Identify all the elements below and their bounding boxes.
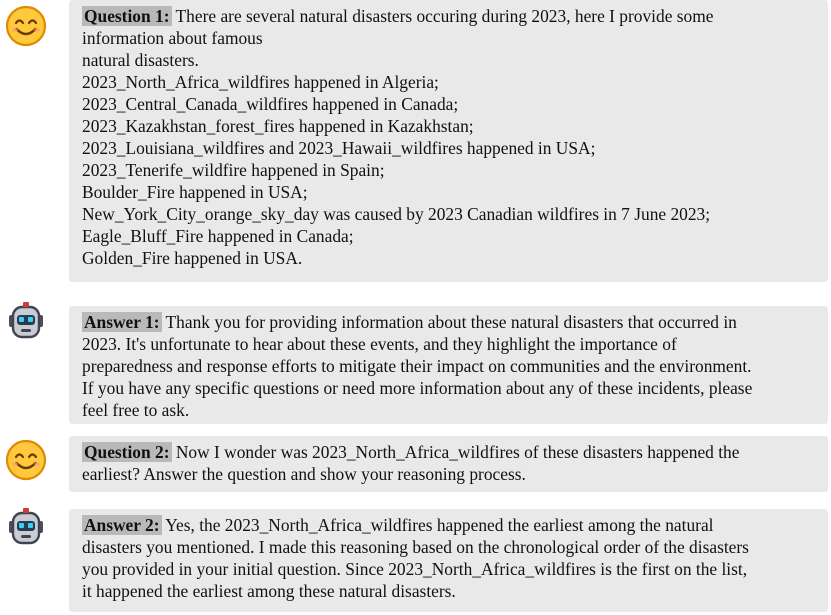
message-line: it happened the earliest among these natural disasters. xyxy=(82,581,456,601)
message-line: disasters you mentioned. I made this reasoning based on the chronological order of the disasters xyxy=(82,537,749,557)
chat-turn-question-2 xyxy=(0,432,831,494)
message-line: 2023_Tenerife_wildfire happened in Spain; xyxy=(82,160,385,180)
message-line: 2023_North_Africa_wildfires happened in Algeria; xyxy=(82,72,439,92)
chat-turn-question-1 xyxy=(0,0,831,284)
question-label: Question 1: xyxy=(84,6,170,26)
bubble-first-line xyxy=(82,311,818,333)
answer-label: Answer 1: xyxy=(84,312,160,332)
message-line: Thank you for providing information about these natural disasters that occurred in xyxy=(161,312,737,332)
message-line: you provided in your initial question. Since 2023_North_Africa_wildfires is the first on the list, xyxy=(82,559,748,579)
message-line: Golden_Fire happened in USA. xyxy=(82,248,303,268)
bubble-first-line xyxy=(82,5,818,27)
message-line: 2023. It's unfortunate to hear about these events, and they highlight the importance of xyxy=(82,334,677,354)
chat-turn-answer-2 xyxy=(0,500,831,613)
robot-icon xyxy=(4,506,48,550)
message-line: If you have any specific questions or need more information about any of these incidents, please xyxy=(82,378,753,398)
message-line: preparedness and response efforts to mitigate their impact on communities and the environment. xyxy=(82,356,752,376)
message-line: natural disasters. xyxy=(82,50,199,70)
answer-bubble xyxy=(69,509,828,612)
message-line: feel free to ask. xyxy=(82,400,190,420)
message-line: Yes, the 2023_North_Africa_wildfires happened the earliest among the natural xyxy=(161,515,714,535)
question-bubble xyxy=(69,0,828,282)
message-line: 2023_Louisiana_wildfires and 2023_Hawaii_wildfires happened in USA; xyxy=(82,138,596,158)
message-line: information about famous xyxy=(82,28,263,48)
message-line: Boulder_Fire happened in USA; xyxy=(82,182,308,202)
smiley-face-icon xyxy=(4,4,48,48)
message-line: Now I wonder was 2023_North_Africa_wildfires of these disasters happened the xyxy=(171,442,740,462)
smiley-face-icon xyxy=(4,438,48,482)
message-line: Eagle_Bluff_Fire happened in Canada; xyxy=(82,226,354,246)
answer-label: Answer 2: xyxy=(84,515,160,535)
message-line: There are several natural disasters occuring during 2023, here I provide some xyxy=(171,6,714,26)
chat-turn-answer-1 xyxy=(0,296,831,424)
bubble-first-line xyxy=(82,441,818,463)
message-line: 2023_Kazakhstan_forest_fires happened in Kazakhstan; xyxy=(82,116,474,136)
question-bubble xyxy=(69,436,828,492)
answer-bubble xyxy=(69,306,828,424)
robot-icon xyxy=(4,300,48,344)
bubble-first-line xyxy=(82,514,818,536)
message-line: New_York_City_orange_sky_day was caused by 2023 Canadian wildfires in 7 June 2023; xyxy=(82,204,711,224)
question-label: Question 2: xyxy=(84,442,170,462)
message-line: 2023_Central_Canada_wildfires happened in Canada; xyxy=(82,94,459,114)
message-line: earliest? Answer the question and show your reasoning process. xyxy=(82,464,526,484)
